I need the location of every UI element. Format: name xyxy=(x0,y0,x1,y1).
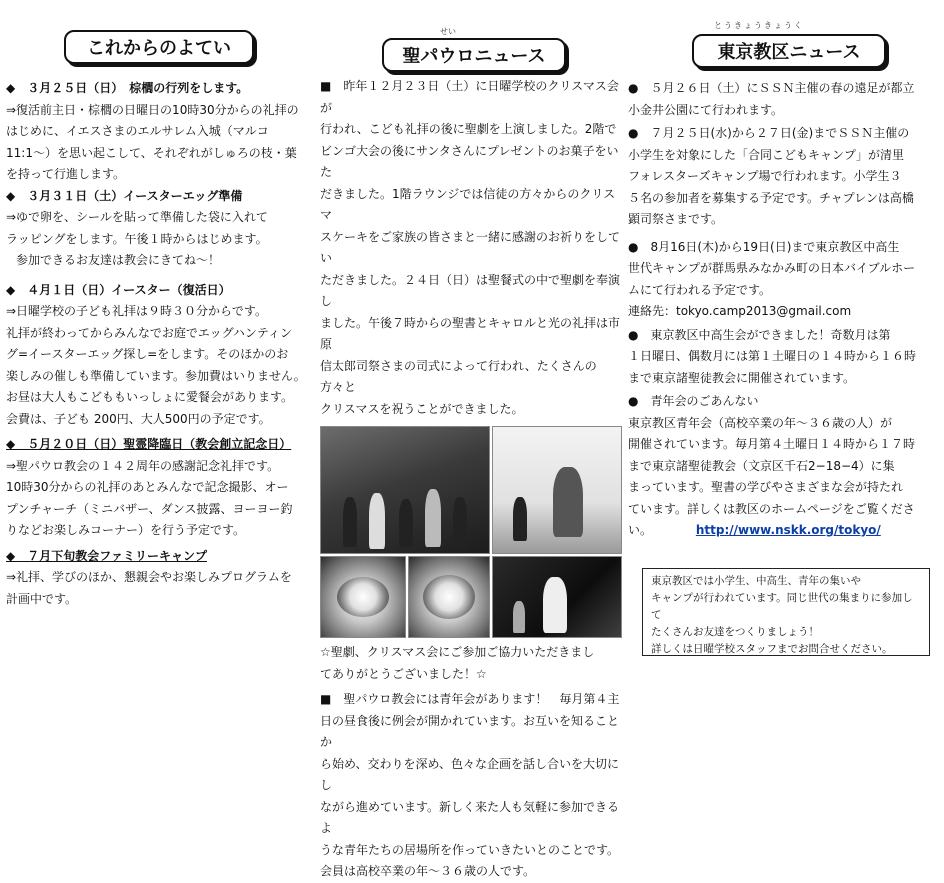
schedule-line: ⇒復活前主日・棕櫚の日曜日の10時30分からの礼拝の xyxy=(6,102,299,117)
news-line: い。 xyxy=(628,523,653,537)
news-item xyxy=(628,325,938,390)
info-box xyxy=(642,568,930,656)
schedule-item xyxy=(6,78,310,186)
schedule-line: グ=イースターエッグ探し=をします。そのほかのお xyxy=(6,347,289,361)
news-line: 顕司祭さまです。 xyxy=(628,212,724,226)
schedule-item-head: ◆ ３月３１日（土）イースターエッグ準備 xyxy=(6,188,243,203)
diocese-news-title: 東京教区ニュース xyxy=(692,34,886,68)
news-line: ● ５月２６日（土）にＳＳＮ主催の春の遠足が都立 xyxy=(628,81,915,95)
schedule-item-head: ◆ ７月下旬教会ファミリーキャンプ xyxy=(6,548,207,563)
schedule-line: 参加できるお友達は教会にきてね～！ xyxy=(16,253,221,267)
st-paul-news-column xyxy=(320,0,621,878)
news-line: ● ７月２５日(水)から２７日(金)までＳＳＮ主催の xyxy=(628,126,910,140)
news-line: 開催されています。毎月第４土曜日１４時から１７時 xyxy=(628,437,916,451)
news-line: フォレスターズキャンプ場で行われます。小学生３ xyxy=(628,169,902,183)
contact-email: 連絡先：tokyo.camp2013@gmail.com xyxy=(628,304,852,318)
youth-line: ら始め、交わりを深め、色々な企画を話し合いを大切にし xyxy=(320,756,620,792)
news-line: まで東京諸聖徒教会（文京区千石2−18−4）に集 xyxy=(628,458,895,473)
schedule-title: これからのよてい xyxy=(64,30,254,64)
news-item xyxy=(628,78,938,121)
photo-cake-2 xyxy=(408,556,490,638)
schedule-item-head: ◆ ３月２５日（日） 棕櫚の行列をします。 xyxy=(6,81,249,95)
schedule-item-head: ◆ ４月１日（日）イースター（復活日） xyxy=(6,282,231,297)
title-ruby: とうきょうきょうく xyxy=(714,21,804,30)
schedule-line: プンチャーチ（ミニバザー、ダンス披露、ヨーヨー釣 xyxy=(6,501,293,516)
report-line: ■ 昨年１２月２３日（土）に日曜学校のクリスマス会が xyxy=(320,79,619,115)
news-line: ● 東京教区中高生会ができました！奇数月は第 xyxy=(628,327,891,342)
schedule-item xyxy=(6,280,310,431)
st-paul-news-title: 聖パウロニュース xyxy=(382,38,566,72)
youth-line: ■ 聖パウロ教会には青年会があります！ 毎月第４主 xyxy=(320,692,620,706)
photo-cake-1 xyxy=(320,556,406,638)
diocese-news-column xyxy=(628,0,938,664)
news-line: ています。詳しくは教区のホームページをご覧くださ xyxy=(628,501,915,516)
schedule-item xyxy=(6,186,310,272)
schedule-column xyxy=(6,0,310,664)
diocese-website-link[interactable]: http://www.nskk.org/tokyo/ xyxy=(695,523,881,537)
info-line: たくさんお友達をつくりましょう！ xyxy=(651,626,819,638)
report-line: だきました。1階ラウンジでは信徒の方々からのクリスマ xyxy=(320,186,616,222)
schedule-line: ⇒礼拝、学びのほか、懇親会やお楽しみプログラムを xyxy=(6,570,292,584)
thanks-line: ☆聖劇、クリスマス会にご参加ご協力いただきまし xyxy=(320,645,595,659)
christmas-report xyxy=(320,76,620,420)
report-line: スケーキをご家族の皆さまと一緒に感謝のお祈りをしてい xyxy=(320,229,621,265)
report-line: 信太郎司祭さまの司式によって行われ、たくさんの方々と xyxy=(320,358,597,394)
news-line: ● 青年会のごあんない xyxy=(628,394,759,408)
news-item xyxy=(628,123,938,231)
info-line: 詳しくは日曜学校スタッフまでお問合せください。 xyxy=(651,643,893,655)
news-line: 世代キャンプが群馬県みなかみ町の日本バイブルホー xyxy=(628,261,916,275)
report-line: ただきました。２４日（日）は聖餐式の中で聖劇を奉演し xyxy=(320,272,621,308)
title-ruby: せい xyxy=(440,27,456,36)
youth-line: ながら進めています。新しく来た人も気軽に参加できるよ xyxy=(320,799,620,835)
schedule-line: 楽しみの催しも準備しています。参加費はいりません。 xyxy=(6,368,306,383)
schedule-line: お昼は大人もこどももいっしょに愛餐会があります。 xyxy=(6,390,294,404)
schedule-line: を持って行進します。 xyxy=(6,167,126,181)
news-item xyxy=(628,237,938,323)
info-line: 東京教区では小学生、中高生、青年の集いや xyxy=(651,575,861,587)
schedule-line: 10時30分からの礼拝のあとみんなで記念撮影、オー xyxy=(6,480,289,494)
schedule-line: 会費は、子ども 200円、大人500円の予定です。 xyxy=(6,411,271,426)
photo-nativity-play xyxy=(320,426,490,554)
schedule-line: ラッピングをします。午後１時からはじめます。 xyxy=(6,231,268,246)
news-line: ● 8月16日(木)から19日(日)まで東京教区中高生 xyxy=(628,239,900,254)
report-line: ました。午後７時からの聖書とキャロルと光の礼拝は市原 xyxy=(320,315,621,351)
schedule-line: ⇒ゆで卵を、シールを貼って準備した袋に入れて xyxy=(6,210,268,224)
schedule-line: 11:1～）を思い起こして、それぞれがしゅろの枝・葉 xyxy=(6,145,297,160)
news-item xyxy=(628,391,938,542)
schedule-line: ⇒聖パウロ教会の１４２周年の感謝記念礼拝です。 xyxy=(6,458,280,473)
news-line: ムにて行われる予定です。 xyxy=(628,282,772,297)
news-line: 小学生を対象にした「合同こどもキャンプ」が清里 xyxy=(628,147,905,162)
report-line: クリスマスを祝うことができました。 xyxy=(320,401,524,416)
youth-group-note xyxy=(320,689,620,883)
youth-line: うな青年たちの居場所を作っていきたいとのことです。 xyxy=(320,842,620,857)
schedule-line: はじめに、イエスさまのエルサレム入城（マルコ xyxy=(6,124,269,138)
schedule-line: 計画中です。 xyxy=(6,591,78,606)
photo-candlelight-service xyxy=(492,556,622,638)
youth-line: 会員は高校卒業の年～３６歳の人です。 xyxy=(320,864,536,878)
schedule-item xyxy=(6,434,310,542)
news-line: 東京教区青年会（高校卒業の年～３６歳の人）が xyxy=(628,415,893,430)
thanks-line: てありがとうございました！☆ xyxy=(320,666,487,681)
news-line: まで東京諸聖徒教会に開催されています。 xyxy=(628,370,856,385)
news-line: 小金井公園にて行われます。 xyxy=(628,102,784,117)
schedule-line: 礼拝が終わってからみんなでお庭でエッグハンティン xyxy=(6,325,292,340)
info-line: キャンプが行われています。同じ世代の集まりに参加して xyxy=(651,592,913,621)
news-line: まっています。聖書の学びやさまざまな会が持たれ xyxy=(628,480,904,494)
news-line: ５名の参加者を募集する予定です。チャプレンは高橋 xyxy=(628,190,914,205)
schedule-item xyxy=(6,546,310,611)
schedule-line: りなどお楽しみコーナー）を行う予定です。 xyxy=(6,523,246,537)
photo-santa xyxy=(492,426,622,554)
schedule-line: ⇒日曜学校の子ども礼拝は９時３０分からです。 xyxy=(6,304,267,318)
youth-line: 日の昼食後に例会が開かれています。お互いを知ることか xyxy=(320,713,620,749)
christmas-photos xyxy=(320,426,620,636)
report-line: ビンゴ大会の後にサンタさんにプレゼントのお菓子をいた xyxy=(320,143,619,179)
report-line: 行われ、こども礼拝の後に聖劇を上演しました。2階で xyxy=(320,122,617,136)
schedule-item-head: ◆ ５月２０日（日）聖霊降臨日（教会創立記念日） xyxy=(6,437,292,451)
news-line: １日曜日、偶数月には第１土曜日の１４時から１６時 xyxy=(628,349,917,363)
